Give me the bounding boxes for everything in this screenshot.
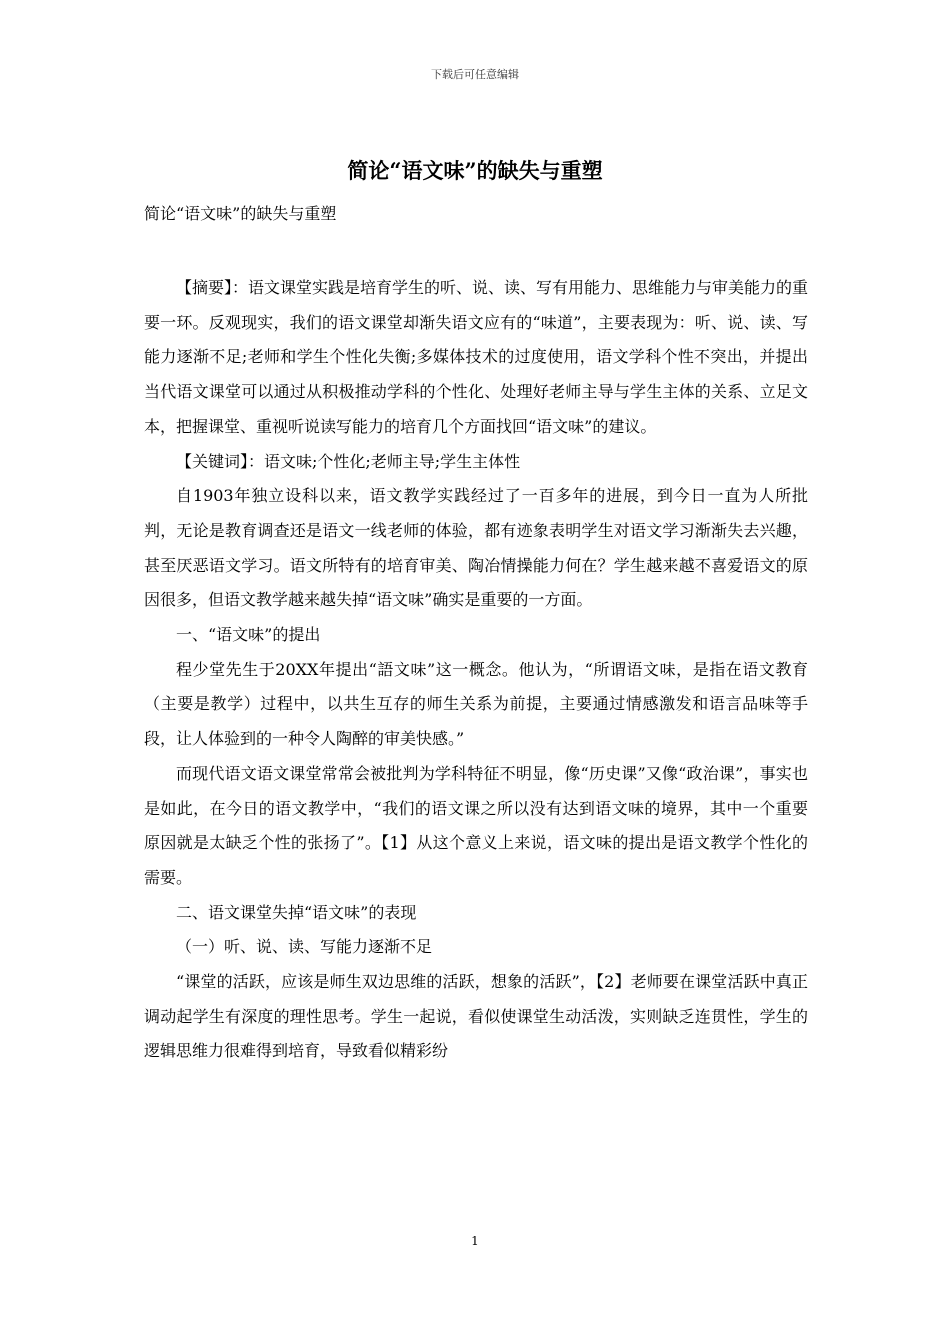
document-body bbox=[144, 271, 808, 1069]
abstract-paragraph: 【摘要】：语文课堂实践是培育学生的听、说、读、写有用能力、思维能力与审美能力的重要一环。反观现实，我们的语文课堂却渐失语文应有的“味道”，主要表现为：听、说、读、写能力逐渐不足;老师和学生个性化失衡;多媒体技术的过度使用，语文学科个性不突出，并提出当代语文课堂可以通过从积极推动学科的个性化、处理好老师主导与学生主体的关系、立足文本，把握课堂、重视听说读写能力的培育几个方面找回“语文味”的建议。 bbox=[144, 278, 809, 436]
body-paragraph: 而现代语文语文课堂常常会被批判为学科特征不明显，像“历史课”又像“政治课”，事实也是如此，在今日的语文教学中，“我们的语文课之所以没有达到语文味的境界，其中一个重要原因就是太缺乏个性的张扬了”。【1】从这个意义上来说，语文味的提出是语文教学个性化的需要。 bbox=[144, 763, 808, 887]
section-heading-2: 二、语文课堂失掉“语文味”的表现 bbox=[176, 902, 417, 922]
body-paragraph: “课堂的活跃，应该是师生双边思维的活跃，想象的活跃”，【2】老师要在课堂活跃中真正调动起学生有深度的理性思考。学生一起说，看似使课堂生动活泼，实则缺乏连贯性，学生的逻辑思维力很难得到培育，导致看似精彩纷 bbox=[144, 972, 808, 1061]
page-header: 下载后可任意编辑 bbox=[431, 68, 519, 81]
page-number: 1 bbox=[471, 1234, 479, 1248]
body-paragraph: 程少堂先生于20XX年提出“語文味”这一概念。他认为，“所谓语文味，是指在语文教育（主要是教学）过程中，以共生互存的师生关系为前提，主要通过情感激发和语言品味等手段，让人体验到的一种令人陶醉的审美快感。” bbox=[144, 659, 808, 749]
section-heading-1: 一、“语文味”的提出 bbox=[176, 625, 321, 645]
subsection-heading-1: （一）听、说、读、写能力逐渐不足 bbox=[176, 937, 433, 957]
intro-paragraph: 自1903年独立设科以来，语文教学实践经过了一百多年的进展，到今日一直为人所批判，无论是教育调查还是语文一线老师的体验，都有迹象表明学生对语文学习渐渐失去兴趣，甚至厌恶语文学习。语文所特有的培育审美、陶冶情操能力何在？学生越来越不喜爱语文的原因很多，但语文教学越来越失掉“语文味”确实是重要的一方面。 bbox=[144, 486, 808, 610]
keywords-paragraph: 【关键词】：语文味;个性化;老师主导;学生主体性 bbox=[176, 451, 521, 471]
document-title: 简论“语文味”的缺失与重塑 bbox=[347, 158, 603, 183]
document-subtitle: 简论“语文味”的缺失与重塑 bbox=[144, 204, 337, 223]
